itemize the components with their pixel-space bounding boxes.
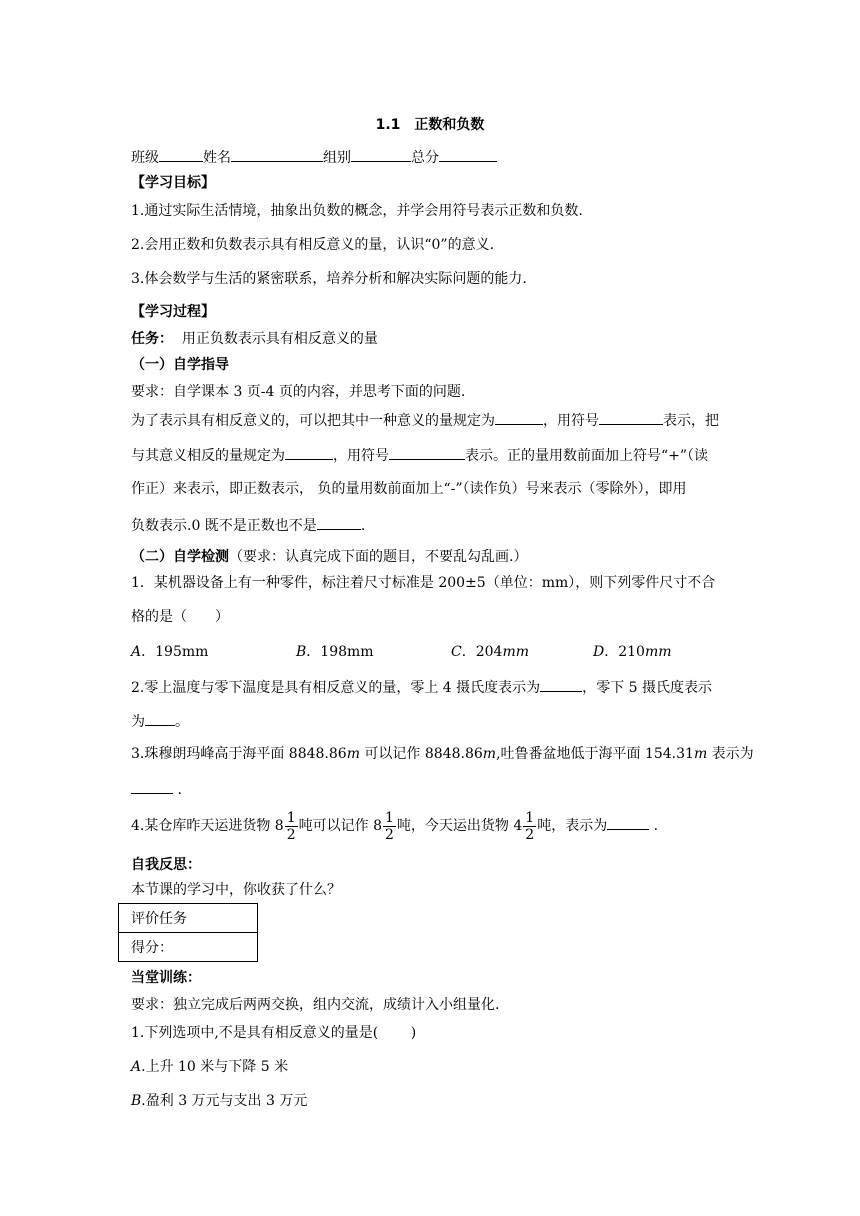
fraction-denominator: 2 (286, 826, 296, 843)
guide-text: . (360, 518, 366, 534)
goals-heading: 【学习目标】 (131, 175, 215, 191)
q1-option-d[interactable] (593, 643, 672, 661)
task-label: 任务： (131, 331, 173, 347)
question-1-line: 1．某机器设备上有一种零件，标注着尺寸标准是 200±5（单位：mm），则下列零件尺寸不合 (131, 575, 716, 591)
question-text: ,吐鲁番盆地低于海平面 154.31 (496, 746, 694, 762)
question-text: 。 (175, 714, 189, 730)
practice-option-b[interactable] (131, 1092, 307, 1110)
option-value: ．198mm (306, 644, 374, 660)
evaluation-table (118, 903, 258, 962)
class-blank[interactable] (159, 147, 203, 162)
fraction-denominator: 2 (385, 826, 394, 843)
answer-blank[interactable] (317, 515, 361, 530)
self-check-note: （要求：认真完成下面的题目，不要乱勾乱画.） (229, 549, 528, 565)
guide-text: 表示。正的量用数前面加上符号“+”（读 (465, 448, 709, 464)
question-1-line: 格的是（ ） (131, 609, 229, 625)
fraction-denominator: 2 (525, 826, 535, 843)
fraction (523, 810, 536, 843)
guide-text: 为了表示具有相反意义的，可以把其中一种意义的量规定为 (131, 413, 495, 429)
answer-blank[interactable] (131, 779, 173, 794)
evaluation-score-cell[interactable]: 得分： (119, 933, 258, 962)
practice-requirement: 要求：独立完成后两两交换，组内交流，成绩计入小组量化. (131, 997, 500, 1013)
option-value: ．204 (461, 644, 503, 660)
guide-text: ，用符号 (543, 413, 599, 429)
question-text: 2.零上温度与零下温度是具有相反意义的量，零上 4 摄氏度表示为 (131, 680, 541, 696)
process-heading: 【学习过程】 (131, 304, 215, 320)
group-label: 组别 (323, 150, 351, 166)
question-text: 为 (131, 714, 145, 730)
option-unit: mm (644, 644, 672, 660)
question-3-line (131, 745, 754, 763)
q1-option-b[interactable] (296, 643, 374, 661)
option-value: ．210 (604, 644, 645, 660)
question-text: 吨，表示为 (537, 818, 608, 834)
question-text: 表示为 (707, 746, 754, 762)
reflection-question: 本节课的学习中，你收获了什么？ (131, 882, 341, 898)
question-3-line (131, 779, 182, 799)
answer-blank[interactable] (285, 445, 333, 460)
option-letter: C (451, 644, 462, 660)
goal-item: 2.会用正数和负数表示具有相反意义的量，认识“0”的意义. (131, 237, 495, 253)
question-2-line (131, 711, 189, 731)
goal-item: 1.通过实际生活情境，抽象出负数的概念，并学会用符号表示正数和负数. (131, 203, 583, 219)
answer-blank[interactable] (540, 677, 582, 692)
fraction-numerator: 1 (525, 809, 535, 826)
option-letter: A (131, 644, 142, 660)
fraction (383, 810, 396, 843)
task-line (131, 330, 378, 348)
unit: m (346, 746, 360, 762)
fraction-numerator: 1 (286, 809, 296, 826)
answer-blank[interactable] (607, 815, 649, 830)
guide-paragraph-line: 作正）来表示，即正数表示， 负的量用数前面加上“-”（读作负）号来表示（零除外），即用 (131, 481, 687, 497)
option-text: .盈利 3 万元与支出 3 万元 (141, 1093, 308, 1109)
answer-blank[interactable] (599, 410, 663, 425)
option-value: ．195mm (141, 644, 209, 660)
question-text: ，零下 5 摄氏度表示 (582, 680, 712, 696)
practice-question-1: 1.下列选项中,不是具有相反意义的量是( ) (131, 1025, 417, 1041)
question-text: . (173, 782, 182, 798)
self-check-heading-line (131, 548, 527, 566)
question-2-line (131, 677, 712, 697)
q1-option-a[interactable] (131, 643, 208, 661)
name-blank[interactable] (231, 147, 323, 162)
option-letter: A (131, 1059, 142, 1075)
unit: m (482, 746, 497, 762)
answer-blank[interactable] (389, 445, 465, 460)
practice-heading: 当堂训练： (131, 970, 201, 986)
fraction-numerator: 1 (385, 809, 394, 826)
score-label: 总分 (411, 150, 439, 166)
score-blank[interactable] (439, 147, 497, 162)
option-text: .上升 10 米与下降 5 米 (141, 1059, 289, 1075)
self-check-heading: （二）自学检测 (131, 549, 229, 565)
unit: m (693, 746, 708, 762)
question-text: 可以记作 8848.86 (359, 746, 483, 762)
question-text: 4.某仓库昨天运进货物 8 (131, 818, 284, 834)
guide-paragraph-line (131, 445, 708, 465)
task-text: 用正负数表示具有相反意义的量 (181, 331, 378, 347)
option-letter: B (296, 644, 307, 660)
question-text: . (649, 818, 659, 834)
option-letter: D (593, 644, 605, 660)
reflection-heading: 自我反思： (131, 857, 201, 873)
q1-option-c[interactable] (451, 643, 529, 661)
question-text: 3.珠穆朗玛峰高于海平面 8848.86 (131, 746, 347, 762)
self-guide-heading: （一）自学指导 (131, 357, 229, 373)
answer-blank[interactable] (495, 410, 543, 425)
question-text: 吨可以记作 8 (298, 818, 382, 834)
guide-text: 表示，把 (663, 413, 719, 429)
option-unit: mm (502, 644, 530, 660)
self-guide-requirement: 要求：自学课本 3 页-4 页的内容，并思考下面的问题. (131, 384, 466, 400)
option-letter: B (131, 1093, 142, 1109)
guide-text: 与其意义相反的量规定为 (131, 448, 285, 464)
guide-paragraph-line (131, 515, 365, 535)
guide-paragraph-line (131, 410, 719, 430)
question-text: 吨，今天运出货物 4 (396, 818, 523, 834)
fraction (285, 810, 298, 843)
page-title: 1.1 正数和负数 (375, 117, 485, 133)
goal-item: 3.体会数学与生活的紧密联系，培养分析和解决实际问题的能力. (131, 271, 527, 287)
evaluation-task-cell: 评价任务 (119, 904, 258, 933)
answer-blank[interactable] (145, 711, 175, 726)
class-label: 班级 (131, 150, 159, 166)
guide-text: 负数表示.0 既不是正数也不是 (131, 518, 317, 534)
guide-text: ，用符号 (333, 448, 389, 464)
group-blank[interactable] (351, 147, 411, 162)
practice-option-a[interactable] (131, 1058, 288, 1076)
student-info-line (131, 147, 497, 167)
name-label: 姓名 (203, 150, 231, 166)
question-4-line (131, 806, 658, 846)
